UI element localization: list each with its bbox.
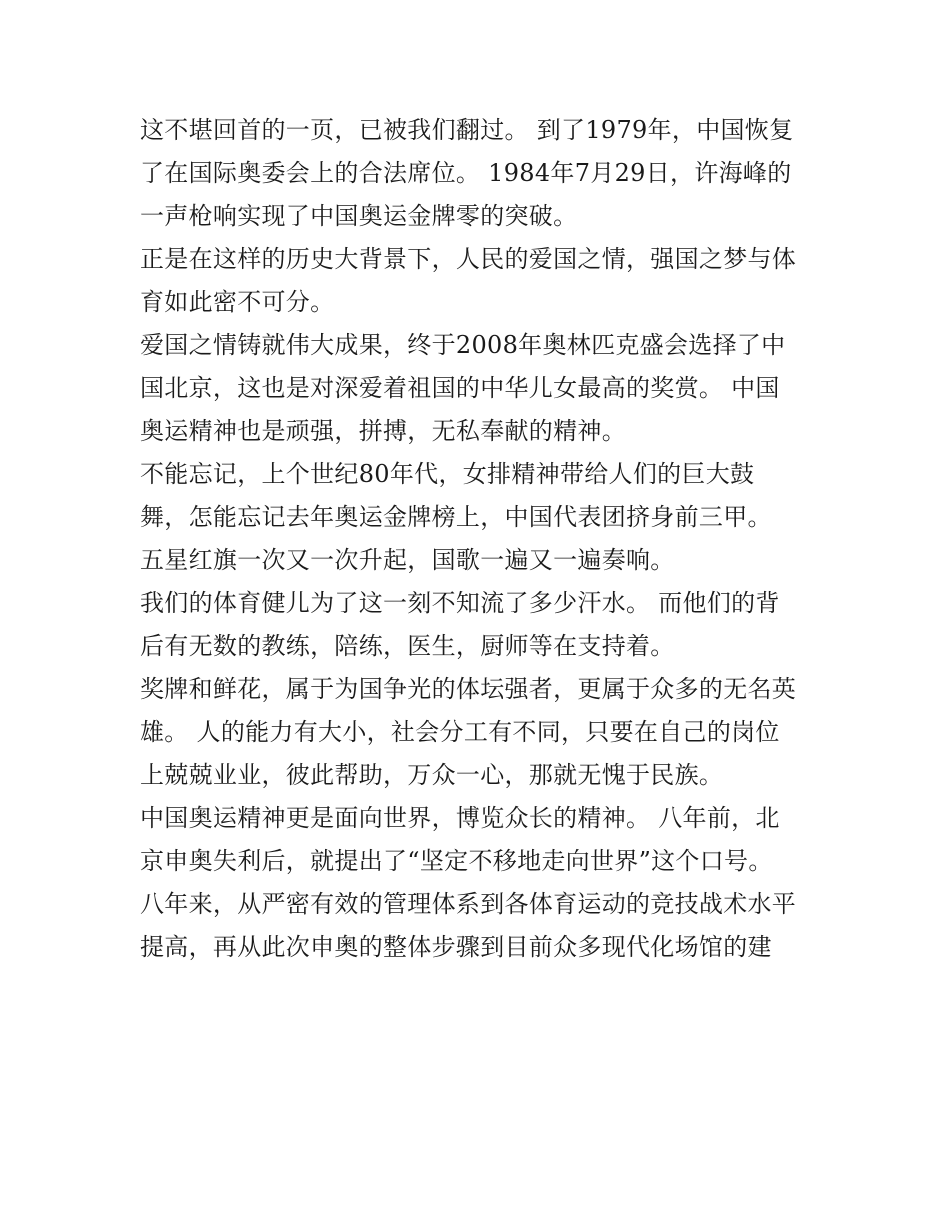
text-line: 中国奥运精神更是面向世界，博览众长的精神。 八年前，北 [140,804,780,832]
text-line: 舞，怎能忘记去年奥运金牌榜上，中国代表团挤身前三甲。 [140,503,772,531]
text-line: 八年来，从严密有效的管理体系到各体育运动的竞技战术水平 [140,890,797,918]
text-line: 不能忘记，上个世纪80年代，女排精神带给人们的巨大鼓 [140,460,755,488]
text-line: 奖牌和鲜花，属于为国争光的体坛强者，更属于众多的无名英 [140,675,797,703]
text-line: 爱国之情铸就伟大成果，终于2008年奥林匹克盛会选择了中 [140,331,786,359]
text-line: 这不堪回首的一页，已被我们翻过。 到了1979年，中国恢复 [140,116,794,144]
text-line: 国北京，这也是对深爱着祖国的中华儿女最高的奖赏。 中国 [140,374,780,402]
text-line: 提高，再从此次申奥的整体步骤到目前众多现代化场馆的建 [140,933,772,961]
text-line: 上兢兢业业，彼此帮助，万众一心，那就无愧于民族。 [140,761,724,789]
text-line: 雄。 人的能力有大小，社会分工有不同，只要在自己的岗位 [140,718,780,746]
text-line: 后有无数的教练，陪练，医生，厨师等在支持着。 [140,632,675,660]
text-line: 奥运精神也是顽强，拼搏，无私奉献的精神。 [140,417,626,445]
text-line: 五星红旗一次又一次升起，国歌一遍又一遍奏响。 [140,546,675,574]
text-line: 我们的体育健儿为了这一刻不知流了多少汗水。 而他们的背 [140,589,780,617]
text-line: 正是在这样的历史大背景下，人民的爱国之情，强国之梦与体 [140,245,797,273]
text-line: 京申奥失利后，就提出了“坚定不移地走向世界”这个口号。 [140,847,773,875]
text-line: 一声枪响实现了中国奥运金牌零的突破。 [140,202,578,230]
text-line: 了在国际奥委会上的合法席位。 1984年7月29日，许海峰的 [140,159,792,187]
text-line: 育如此密不可分。 [140,288,335,316]
body-text [140,109,830,969]
